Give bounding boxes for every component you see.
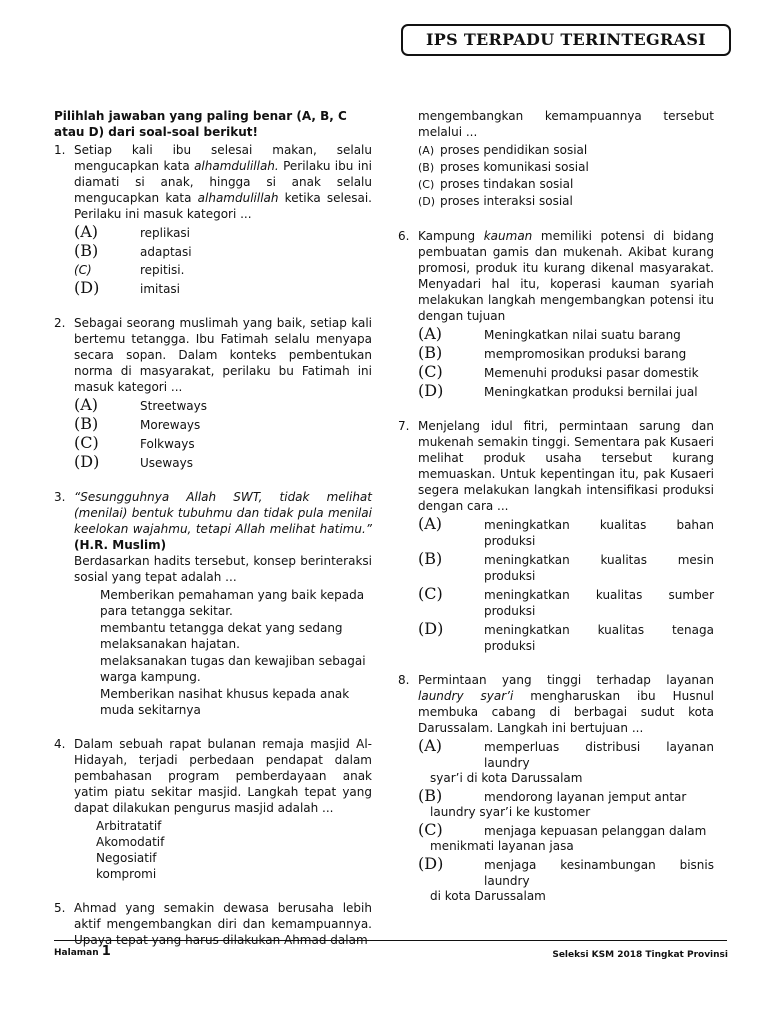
option-text: Moreways <box>140 418 201 432</box>
option-letter: (A) <box>418 514 443 533</box>
question-number: 2. <box>54 316 66 330</box>
hadith-source: (H.R. Muslim) <box>74 538 167 552</box>
option-list <box>418 738 714 904</box>
question-number: 4. <box>54 737 66 751</box>
question-text <box>418 672 714 736</box>
option-letter: (D) <box>74 452 100 471</box>
option-c[interactable] <box>418 822 714 839</box>
option-text: meningkatkan kualitas bahan produksi <box>484 518 714 548</box>
option-list <box>74 224 372 297</box>
question-text: Ahmad yang semakin dewasa berusaha lebih aktif mengembangkan diri dan kemampuannya. Upaya tepat yang harus dilakukan Ahmad dalam <box>74 901 372 947</box>
option-letter: (D) <box>418 195 436 208</box>
option-list <box>418 516 714 654</box>
option-d[interactable] <box>100 686 372 718</box>
option-a[interactable] <box>74 224 372 241</box>
option-letter: (D) <box>74 278 100 297</box>
hadith-quote: “Sesungguhnya Allah SWT, tidak melihat (menilai) bentuk tubuhmu dan tidak pula menilai keelokan wajahmu, tetapi Allah melihat hatimu.” <box>74 490 372 536</box>
question-number: 5. <box>54 901 66 915</box>
option-text: proses tindakan sosial <box>440 177 574 191</box>
question-8 <box>398 672 714 904</box>
question-1 <box>54 142 372 297</box>
option-letter: (B) <box>418 161 435 174</box>
option-text <box>484 857 714 889</box>
option-b[interactable] <box>100 620 372 652</box>
question-7 <box>398 418 714 654</box>
option-c[interactable] <box>418 586 714 619</box>
option-a[interactable] <box>100 587 372 619</box>
footer-page-number: 1 <box>101 944 111 959</box>
left-column <box>54 108 372 948</box>
question-number: 7. <box>398 419 410 433</box>
option-a[interactable] <box>418 326 714 343</box>
option-text: membantu tetangga dekat yang sedang <box>100 621 343 635</box>
option-list <box>418 142 714 210</box>
question-text-continuation: mengembangkan kemampuannya tersebut melalui ... <box>418 109 714 139</box>
question-text-part: Permintaan yang tinggi terhadap layanan <box>418 673 714 687</box>
question-number: 6. <box>398 229 410 243</box>
question-number: 8. <box>398 673 410 687</box>
question-5-continuation <box>398 108 714 210</box>
option-c[interactable] <box>100 653 372 685</box>
option-letter: (C) <box>418 362 443 381</box>
option-a[interactable] <box>418 738 714 771</box>
option-b[interactable] <box>418 345 714 362</box>
option-letter: (B) <box>74 414 99 433</box>
option-line: menjaga kepuasan pelanggan dalam <box>484 824 707 838</box>
option-a[interactable] <box>418 516 714 549</box>
option-letter: (B) <box>418 786 443 805</box>
option-d[interactable]: kompromi <box>96 867 157 881</box>
option-text: Folkways <box>140 437 195 451</box>
option-letter: (A) <box>418 144 435 157</box>
option-letter: (C) <box>74 263 92 277</box>
option-d[interactable] <box>74 454 372 471</box>
option-letter: (B) <box>418 549 443 568</box>
question-text <box>418 228 714 324</box>
question-text-part: Kampung <box>418 229 484 243</box>
option-list <box>418 326 714 400</box>
option-text: warga kampung. <box>100 670 201 684</box>
footer-divider <box>54 940 727 941</box>
option-a[interactable] <box>418 142 714 159</box>
question-text: Dalam sebuah rapat bulanan remaja masjid Al-Hidayah, terjadi perbedaan pendapat dalam pembahasan program pemberdayaan anak yatim piatu sekitar masjid. Langkah tepat yang dapat dilakukan pengurus masjid adalah ... <box>74 737 372 815</box>
option-letter: (B) <box>74 241 99 260</box>
question-text-part: memiliki potensi di bidang pembuatan gamis dan mukenah. Akibat kurang promosi, produk itu kurang dikenal masyarakat. Menyadari hal itu, koperasi kauman syariah melakukan langkah mengembangkan potensi itu dengan tujuan <box>418 229 714 323</box>
footer-page-text: Halaman <box>54 948 102 958</box>
option-a-continuation: syar’i di kota Darussalam <box>430 771 583 785</box>
question-text-part: ketika selesai. Perilaku ini masuk kategori ... <box>74 191 372 221</box>
question-text-italic: kauman <box>483 229 533 243</box>
option-letter: (C) <box>74 433 99 452</box>
option-c[interactable] <box>74 262 372 278</box>
option-text: melaksanakan hajatan. <box>100 637 240 651</box>
footer-page-label <box>54 944 111 961</box>
question-text-part: Setiap kali ibu selesai makan, selalu mengucapkan kata <box>74 143 372 173</box>
option-text <box>484 789 714 805</box>
question-text-italic: laundry syar’i <box>418 689 514 703</box>
option-letter: (A) <box>74 395 99 414</box>
option-line: mendorong layanan jemput antar <box>484 790 687 804</box>
option-text: repitisi. <box>140 263 185 277</box>
question-number: 1. <box>54 143 66 157</box>
option-c[interactable]: Negosiatif <box>96 851 157 865</box>
question-text-part: mengharuskan ibu Husnul membuka cabang di berbagai sudut kota Darussalam. Langkah ini bertujuan ... <box>418 689 714 735</box>
option-letter: (B) <box>418 343 443 362</box>
option-line: menjaga kesinambungan bisnis laundry <box>484 858 714 888</box>
option-letter: (D) <box>418 854 444 873</box>
option-d[interactable] <box>418 621 714 654</box>
question-text-italic: alhamdulillah <box>197 191 279 205</box>
question-number: 3. <box>54 490 66 504</box>
option-d[interactable] <box>418 383 714 400</box>
option-text: Memberikan pemahaman yang baik kepada <box>100 588 365 602</box>
question-text: Sebagai seorang muslimah yang baik, setiap kali bertemu tetangga. Ibu Fatimah selalu menyapa secara sopan. Dalam konteks pembentukan norma di masyarakat, perilaku bu Fatimah ini masuk kategori ... <box>74 316 372 394</box>
option-b-continuation: laundry syar’i ke kustomer <box>430 805 591 819</box>
option-text: proses komunikasi sosial <box>440 160 589 174</box>
option-text: proses interaksi sosial <box>440 194 573 208</box>
option-text: melaksanakan tugas dan kewajiban sebagai <box>100 654 366 668</box>
question-6 <box>398 228 714 400</box>
question-prompt: Berdasarkan hadits tersebut, konsep berinteraksi sosial yang tepat adalah ... <box>74 554 372 584</box>
option-line: memperluas distribusi layanan laundry <box>484 740 714 770</box>
question-text-italic: alhamdulillah. <box>194 159 279 173</box>
option-letter: (D) <box>418 619 444 638</box>
option-letter: (A) <box>74 222 99 241</box>
option-text: mempromosikan produksi barang <box>484 347 687 361</box>
option-d[interactable] <box>418 193 714 210</box>
option-d[interactable] <box>74 280 372 297</box>
question-2 <box>54 315 372 471</box>
question-text <box>74 142 372 222</box>
option-text: Memberikan nasihat khusus kepada anak <box>100 687 350 701</box>
option-list <box>74 587 372 718</box>
option-b[interactable]: Akomodatif <box>96 835 165 849</box>
footer-exam-name: Seleksi KSM 2018 Tingkat Provinsi <box>552 950 728 960</box>
option-text: muda sekitarnya <box>100 703 201 717</box>
option-letter: (C) <box>418 820 443 839</box>
option-b[interactable] <box>74 416 372 433</box>
question-4 <box>54 736 372 882</box>
option-list <box>74 397 372 471</box>
option-list <box>74 818 372 882</box>
option-b[interactable] <box>418 159 714 176</box>
option-b[interactable] <box>418 551 714 584</box>
option-text: proses pendidikan sosial <box>440 143 588 157</box>
option-c[interactable] <box>74 435 372 452</box>
option-c[interactable] <box>418 364 714 381</box>
option-text: imitasi <box>140 282 181 296</box>
option-d-continuation: di kota Darussalam <box>430 889 546 903</box>
option-letter: (C) <box>418 178 435 191</box>
option-c[interactable] <box>418 176 714 193</box>
option-text: meningkatkan kualitas sumber produksi <box>484 588 714 618</box>
page-header-title: IPS TERPADU TERINTEGRASI <box>401 24 731 56</box>
option-text: meningkatkan kualitas mesin produksi <box>484 553 714 583</box>
option-a[interactable] <box>74 397 372 414</box>
option-letter: (A) <box>418 324 443 343</box>
instruction-text: Pilihlah jawaban yang paling benar (A, B, C atau D) dari soal-soal berikut! <box>54 109 347 139</box>
right-column <box>398 108 714 906</box>
question-text: Menjelang idul fitri, permintaan sarung dan mukenah semakin tinggi. Sementara pak Kusaeri melihat produk usaha tersebut kurang memuaskan. Untuk kepentingan itu, pak Kusaeri segera melakukan langkah intensifikasi produksi dengan cara ... <box>418 419 714 513</box>
question-3 <box>54 489 372 718</box>
option-d[interactable] <box>418 856 714 889</box>
question-text-part: Perilaku ibu ini diamati si anak, hingga si anak selalu mengucapkan kata <box>74 159 372 205</box>
option-text: Streetways <box>140 399 207 413</box>
option-letter: (A) <box>418 736 443 755</box>
option-text: Memenuhi produksi pasar domestik <box>484 366 699 380</box>
option-text: para tetangga sekitar. <box>100 604 233 618</box>
option-b[interactable] <box>418 788 714 805</box>
option-a[interactable]: Arbitratatif <box>96 819 162 833</box>
option-text: Meningkatkan produksi bernilai jual <box>484 385 698 399</box>
option-letter: (C) <box>418 584 443 603</box>
option-text <box>484 823 714 839</box>
option-text: adaptasi <box>140 245 192 259</box>
option-c-continuation: menikmati layanan jasa <box>430 839 574 853</box>
option-text <box>484 739 714 771</box>
option-b[interactable] <box>74 243 372 260</box>
option-letter: (D) <box>418 381 444 400</box>
option-text: Meningkatkan nilai suatu barang <box>484 328 681 342</box>
option-text: replikasi <box>140 226 191 240</box>
option-text: meningkatkan kualitas tenaga produksi <box>484 623 714 653</box>
option-text: Useways <box>140 456 193 470</box>
question-text <box>74 489 372 553</box>
